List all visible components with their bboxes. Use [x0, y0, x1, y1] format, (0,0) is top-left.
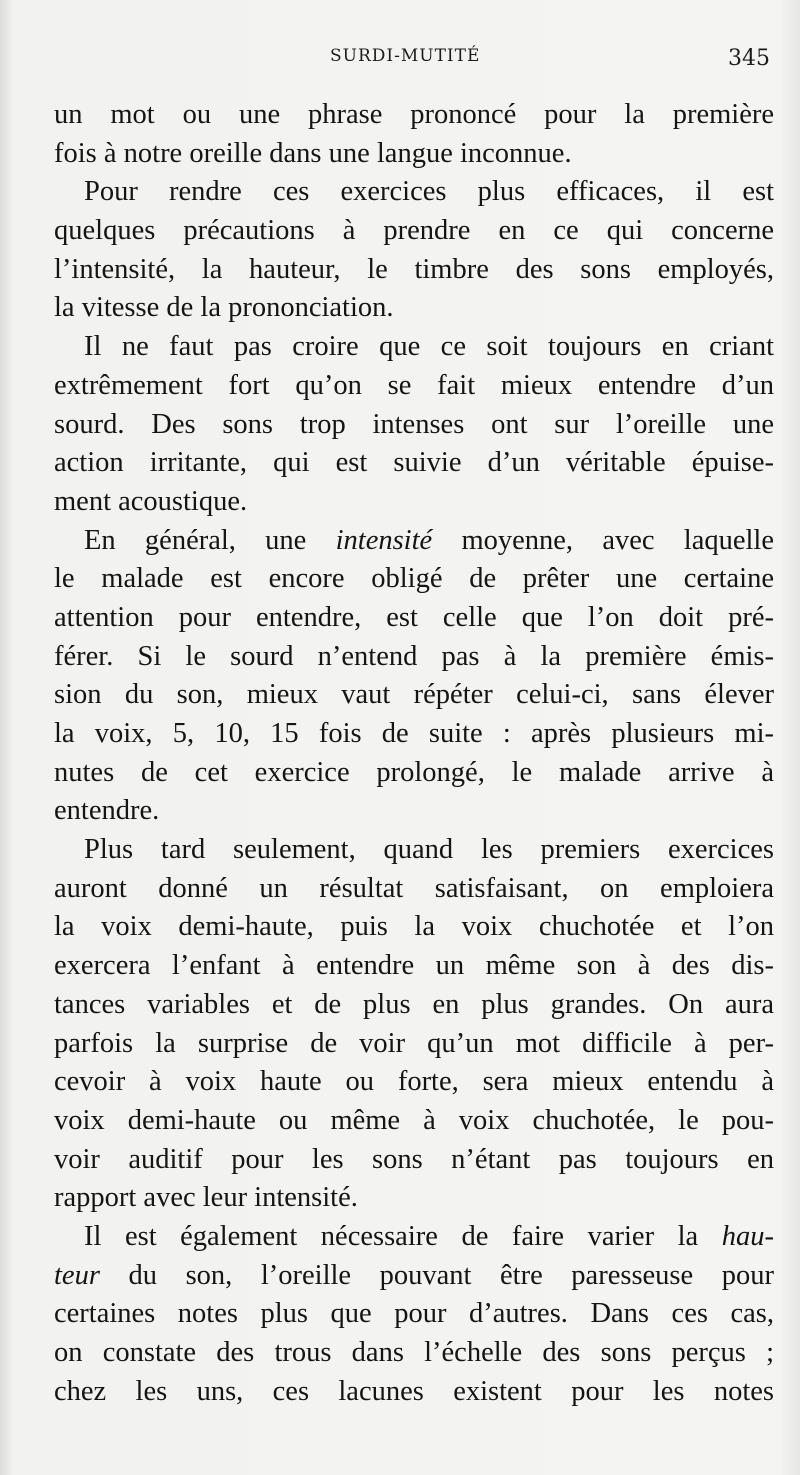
text-line: exercera l’enfant à entendre un même son à des dis-	[54, 950, 774, 982]
text-line: Il ne faut pas croire que ce soit toujours en criant	[84, 331, 774, 363]
italic-word: hau-	[721, 1220, 774, 1252]
text-line	[54, 1257, 774, 1296]
text-run: moyenne, avec laquelle	[432, 524, 774, 556]
text-line: sion du son, mieux vaut répéter celui-ci, sans élever	[54, 679, 774, 711]
text-line: action irritante, qui est suivie d’un véritable épuise-	[54, 447, 774, 479]
text-line: certaines notes plus que pour d’autres. Dans ces cas,	[54, 1298, 774, 1330]
running-head: SURDI-MUTITÉ	[330, 46, 481, 66]
text-line: la vitesse de la prononciation.	[54, 292, 394, 324]
text-line: tances variables et de plus en plus grandes. On aura	[54, 988, 774, 1020]
text-run: Il est également nécessaire de faire varier la	[84, 1220, 722, 1252]
text-line: Pour rendre ces exercices plus efficaces, il est	[84, 176, 774, 208]
text-line: voix demi-haute ou même à voix chuchotée, le pou-	[54, 1104, 774, 1136]
italic-word: teur	[54, 1259, 100, 1291]
text-line: Plus tard seulement, quand les premiers exercices	[84, 834, 774, 866]
text-line: entendre.	[54, 795, 160, 827]
text-line: attention pour entendre, est celle que l’on doit pré-	[54, 601, 774, 633]
text-line: sourd. Des sons trop intenses ont sur l’oreille une	[54, 408, 774, 440]
text-line: la voix, 5, 10, 15 fois de suite : après plusieurs mi-	[54, 718, 774, 749]
body-text	[54, 96, 774, 1411]
text-line: l’intensité, la hauteur, le timbre des sons employés,	[54, 253, 774, 285]
text-run: du son, l’oreille pouvant être paresseuse pour	[99, 1259, 774, 1291]
page-number: 345	[728, 46, 770, 71]
text-line: voir auditif pour les sons n’étant pas toujours en	[54, 1143, 774, 1175]
text-line: nutes de cet exercice prolongé, le malade arrive à	[54, 756, 774, 788]
text-line	[54, 1218, 774, 1257]
text-line: chez les uns, ces lacunes existent pour les notes	[54, 1375, 774, 1407]
text-line: la voix demi-haute, puis la voix chuchotée et l’on	[54, 911, 774, 943]
text-line: ment acoustique.	[54, 485, 248, 517]
text-line	[54, 522, 774, 561]
text-line: quelques précautions à prendre en ce qui concerne	[54, 215, 774, 247]
italic-word: intensité	[335, 524, 433, 556]
text-line: on constate des trous dans l’échelle des sons perçus ;	[54, 1337, 774, 1368]
text-line: extrêmement fort qu’on se fait mieux entendre d’un	[54, 369, 774, 401]
text-line: un mot ou une phrase prononcé pour la première	[54, 99, 774, 130]
text-line: férer. Si le sourd n’entend pas à la première émis-	[54, 640, 774, 672]
text-line: parfois la surprise de voir qu’un mot difficile à per-	[54, 1027, 774, 1059]
text-run: En général, une	[84, 524, 336, 556]
page-header	[0, 42, 800, 78]
text-line: rapport avec leur intensité.	[54, 1182, 358, 1214]
text-line: cevoir à voix haute ou forte, sera mieux entendu à	[54, 1066, 774, 1098]
text-line: fois à notre oreille dans une langue inconnue.	[54, 137, 572, 169]
text-line: auront donné un résultat satisfaisant, on emploiera	[54, 872, 774, 904]
text-line: le malade est encore obligé de prêter une certaine	[54, 563, 774, 595]
